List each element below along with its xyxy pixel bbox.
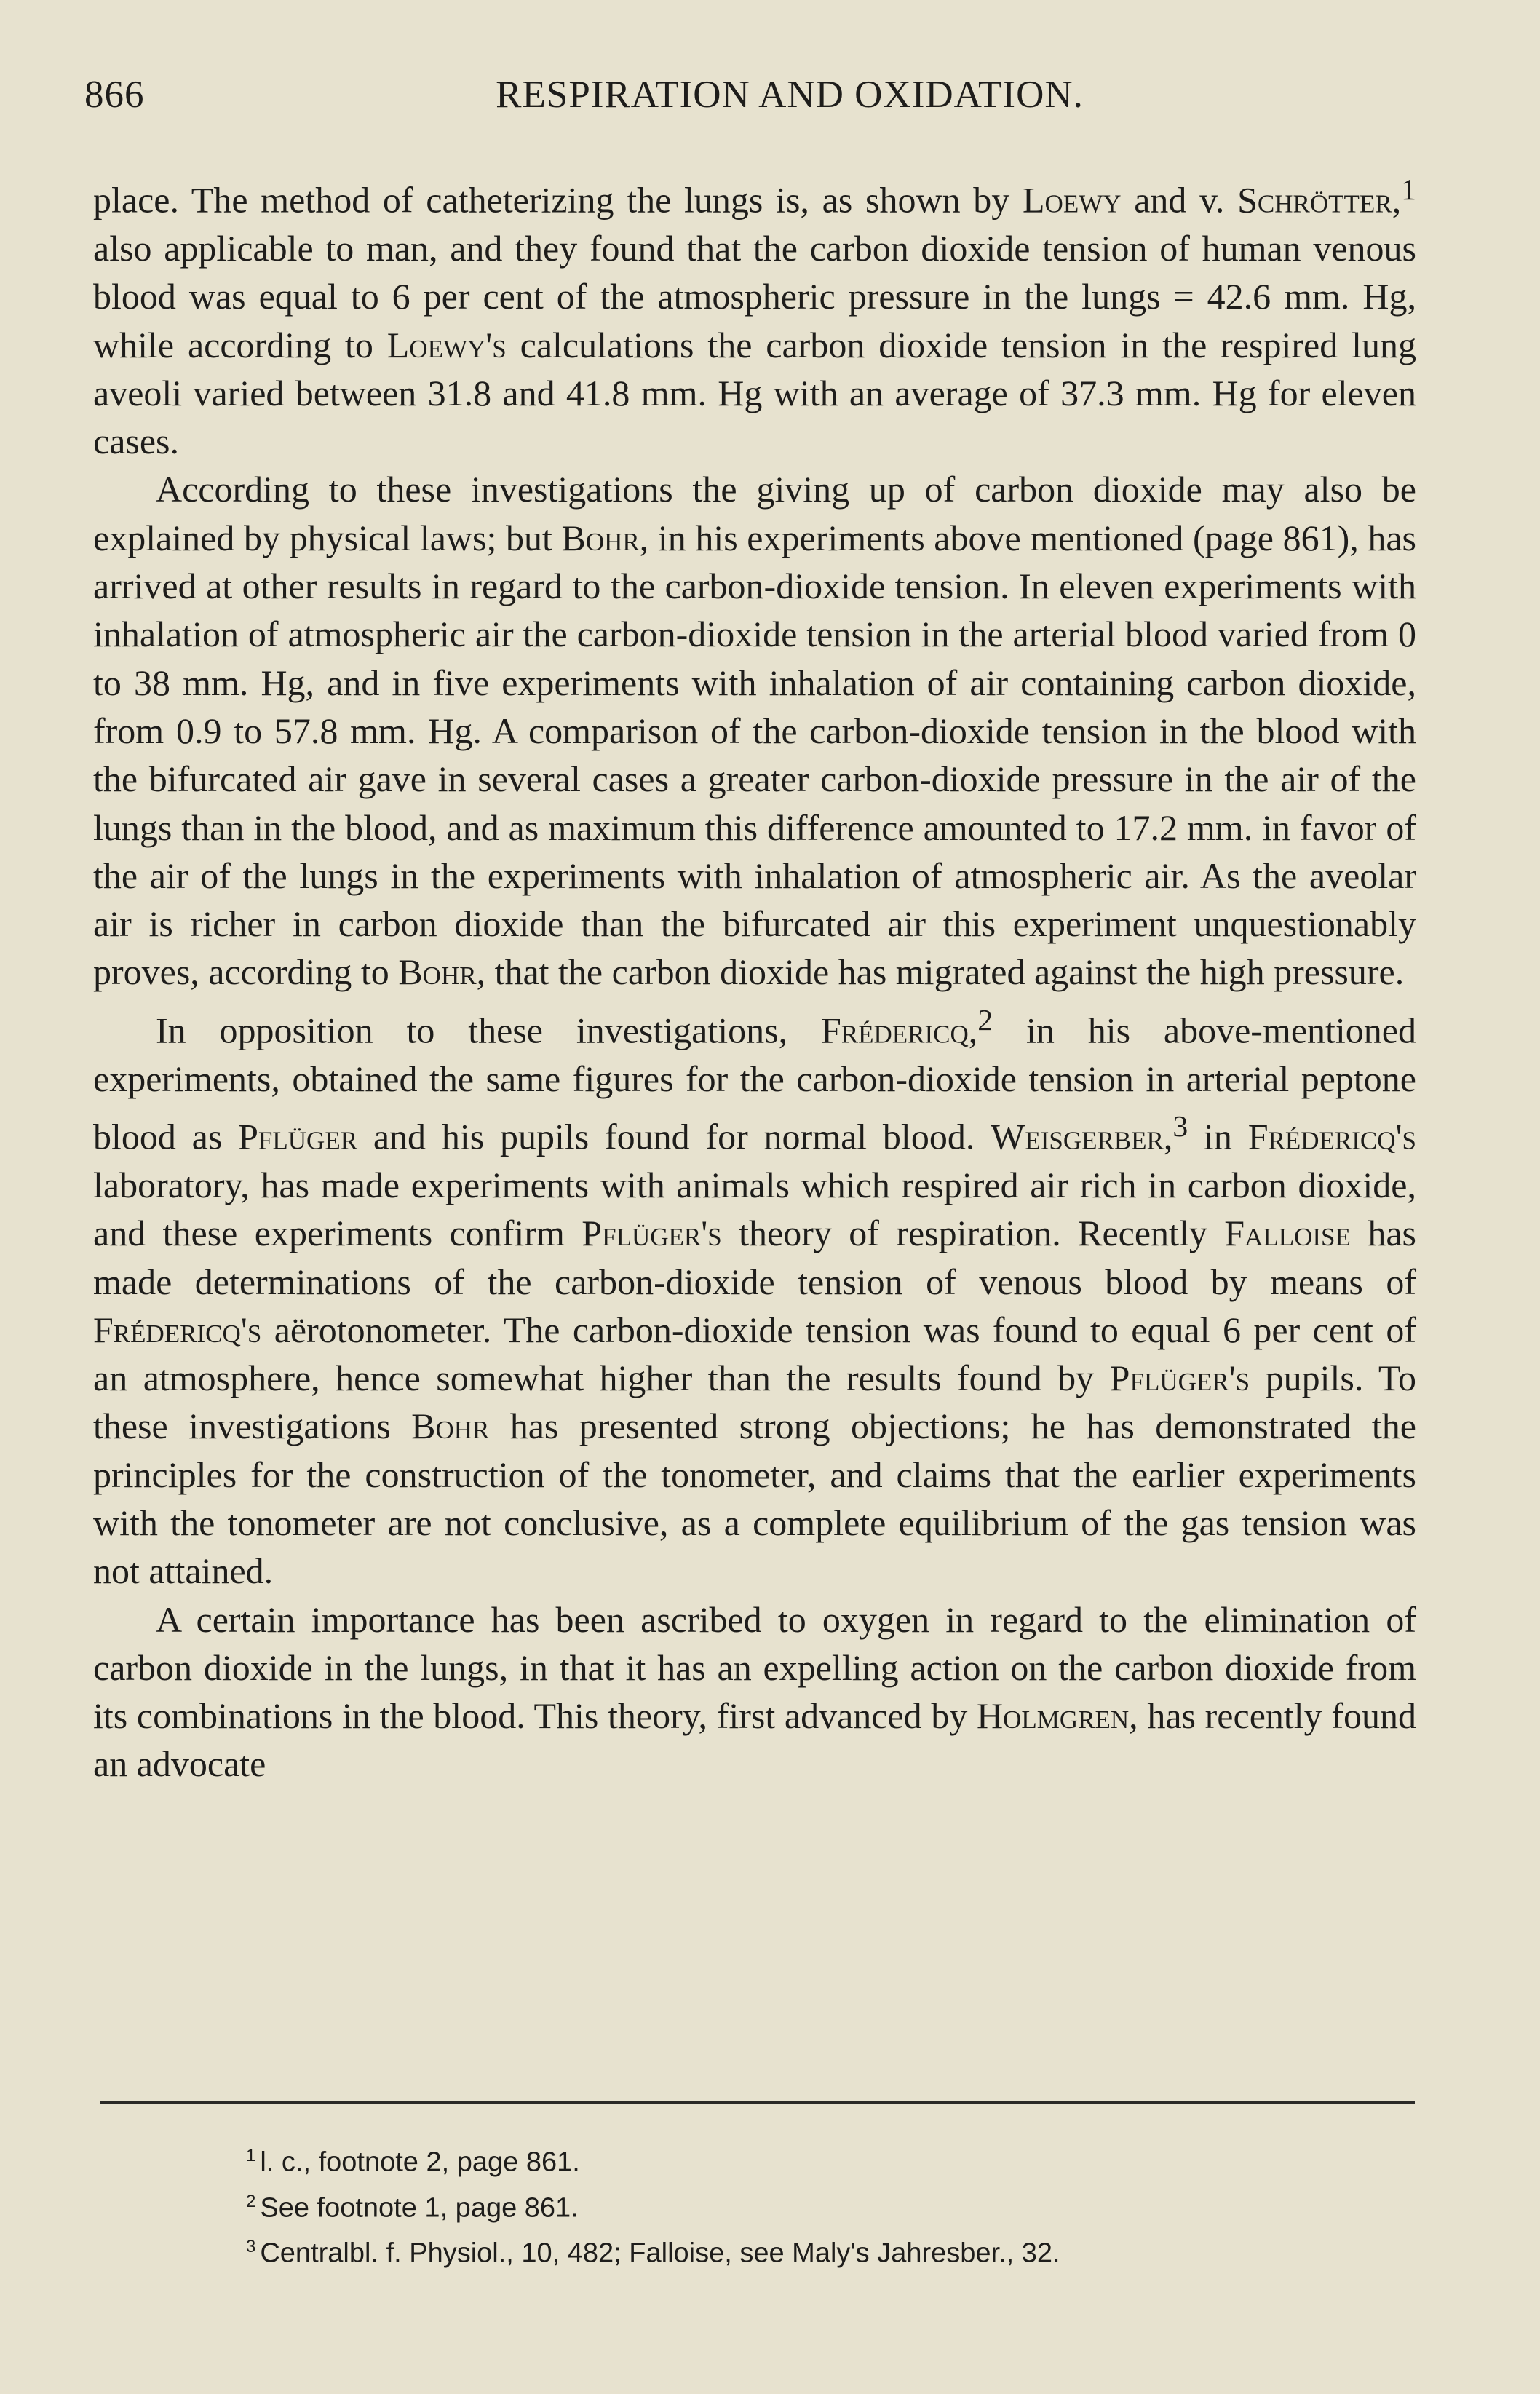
author-name: Loewy [1023, 179, 1122, 221]
author-name: Falloise [1224, 1213, 1351, 1254]
author-name: Pflüger's [582, 1213, 722, 1254]
footnote-ref[interactable]: 3 [1172, 1109, 1188, 1144]
author-name: Schrötter, [1237, 179, 1402, 221]
footnote-divider [100, 2101, 1415, 2104]
paragraph-3: In opposition to these investigations, Frédericq,$^2$ in his above-mentioned experiments, obtained the same figures for the carbon-dioxide tension in arterial peptone blood as Pflüger and his pupils found for normal blood. Weisgerber,$^3$ in Frédericq's laboratory, has made experiments with animals which respired air rich in carbon dioxide, and these experiments confirm Pflüger's theory of respiration. Recently Falloise has made determinations of the carbon-dioxide tension of venous blood by means of Frédericq's aërotonometer. The carbon-dioxide tension was found to equal 6 per cent of an atmosphere, hence somewhat higher than the results found by Pflüger's pupils. To these investigations Bohr has presented strong objections; he has demonstrated the principles for the construction of the tonometer, and claims that the earlier experiments with the tonometer are not conclusive, as a complete equilibrium of the gas tension was not attained. [93, 1003, 1416, 1592]
author-name: Frédericq, [820, 1010, 978, 1051]
page-number: 866 [84, 74, 145, 116]
author-name: Holmgren [977, 1695, 1130, 1737]
author-name: Loewy's [386, 324, 507, 365]
footnote-ref[interactable]: 2 [977, 1003, 993, 1037]
running-head: RESPIRATION AND OXIDATION. [496, 74, 1084, 116]
footnote-1: $^1$ l. c., footnote 2, page 861. [246, 2146, 580, 2178]
footnote-2: $^2$ See footnote 1, page 861. [246, 2191, 579, 2224]
footnotes [246, 2136, 1338, 2273]
paragraph-1: place. The method of catheterizing the lungs is, as shown by Loewy and v. Schrötter,$^1$ also applicable to man, and they found that the carbon dioxide tension of human venous blood was equal to 6 per cent of the atmospheric pressure in the lungs = 42.6 mm. Hg, while according to Loewy's calculations the carbon dioxide tension in the respired lung aveoli varied between 31.8 and 41.8 mm. Hg with an average of 37.3 mm. Hg for eleven cases. [93, 173, 1416, 462]
body-text [93, 166, 1416, 1788]
author-name: Bohr [411, 1406, 490, 1447]
author-name: Frédericq's [93, 1309, 262, 1350]
paragraph-2: According to these investigations the giving up of carbon dioxide may also be explained by physical laws; but Bohr, in his experiments above mentioned (page 861), has arrived at other results in regard to the carbon-dioxide tension. In eleven experiments with inhalation of atmospheric air the carbon-dioxide tension in the arterial blood varied from 0 to 38 mm. Hg, and in five experiments with inhalation of air containing carbon dioxide, from 0.9 to 57.8 mm. Hg. A comparison of the carbon-dioxide tension in the blood with the bifurcated air gave in several cases a greater carbon-dioxide pressure in the air of the lungs than in the blood, and as maximum this difference amounted to 17.2 mm. in favor of the air of the lungs in the experiments with inhalation of atmospheric air. As the aveolar air is richer in carbon dioxide than the bifurcated air this experiment unquestionably proves, according to Bohr, that the carbon dioxide has migrated against the high pressure. [93, 469, 1417, 993]
author-name: Pflüger's [1109, 1357, 1250, 1399]
footnote-3: $^3$ Centralbl. f. Physiol., 10, 482; Falloise, see Maly's Jahresber., 32. [246, 2237, 1060, 2269]
author-name: Weisgerber, [991, 1116, 1173, 1157]
author-name: Frédericq's [1247, 1116, 1416, 1157]
author-name: Bohr [398, 951, 477, 993]
author-name: Bohr [561, 517, 640, 558]
page-header [80, 73, 1419, 124]
author-name: Pflüger [238, 1116, 358, 1157]
paragraph-4: A certain importance has been ascribed to oxygen in regard to the elimination of carbon dioxide in the lungs, in that it has an expelling action on the carbon dioxide from its combinations in the blood. This theory, first advanced by Holmgren, has recently found an advocate [93, 1598, 1416, 1785]
footnote-ref[interactable]: 1 [1401, 173, 1416, 207]
